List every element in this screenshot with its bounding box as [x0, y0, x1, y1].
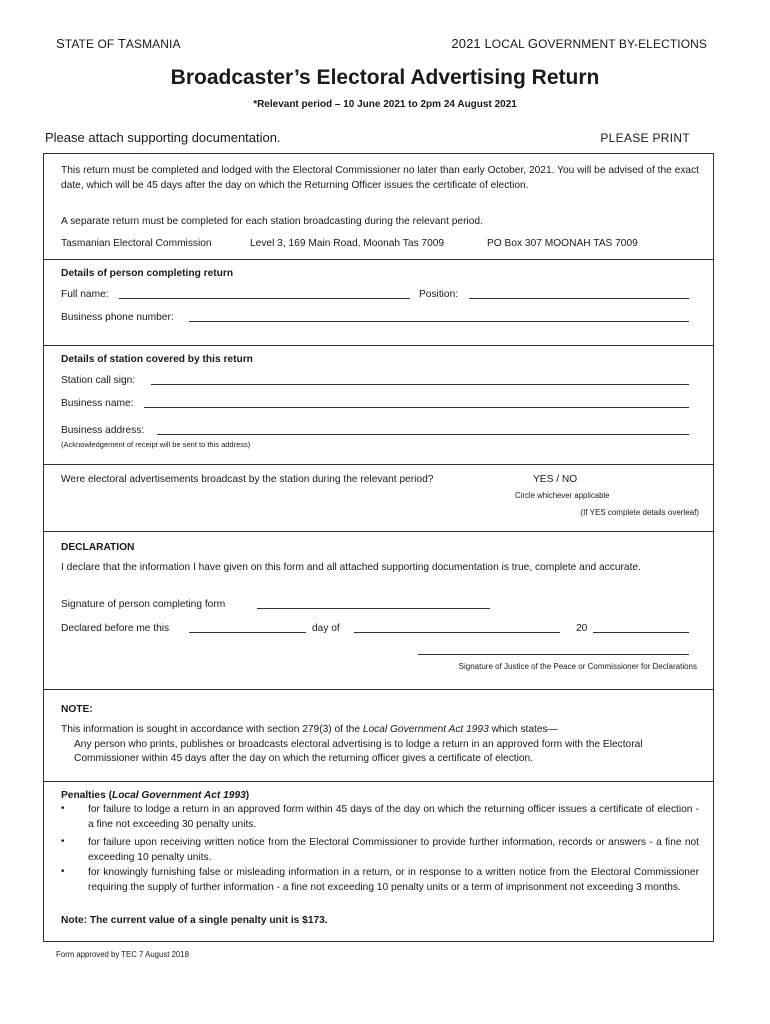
- please-print: PLEASE PRINT: [600, 131, 690, 145]
- penalty-item: for knowingly furnishing false or misleading information in a return, or in response to a written notice from the Electoral Commissioner requiring the supply of further information - a fine not exceeding 10 penalty units or a term of imprisonment not exceeding 3 months.: [88, 867, 699, 893]
- intro-paragraph: This return must be completed and lodged with the Electoral Commissioner no later than early October, 2021. You will be advised of the exact date, which will be 45 days after the day on which the Returning Officer issues the certificate of election.: [61, 165, 699, 191]
- divider: [43, 345, 714, 346]
- if-yes-note: (If YES complete details overleaf): [580, 508, 699, 517]
- commission-name: Tasmanian Electoral Commission: [61, 238, 212, 249]
- station-heading: Details of station covered by this return: [61, 354, 253, 365]
- separate-return-note: A separate return must be completed for each station broadcasting during the relevant period.: [61, 216, 483, 227]
- declared-label: Declared before me this: [61, 623, 170, 634]
- signature-field[interactable]: [257, 599, 490, 609]
- divider: [43, 531, 714, 532]
- penalties-heading: Penalties (Local Government Act 1993): [61, 790, 250, 801]
- form-approval-footer: Form approved by TEC 7 August 2018: [56, 950, 189, 959]
- bullet-icon: •: [61, 866, 65, 877]
- note-quote: Any person who prints, publishes or broadcasts electoral advertising is to lodge a return in an approved form with the Electoral Commissioner within 45 days after the day on which the returning officer gives a certificate of election.: [74, 739, 643, 764]
- page-title: Broadcaster’s Electoral Advertising Return: [170, 66, 600, 89]
- attach-note: Please attach supporting documentation.: [45, 130, 281, 145]
- divider: [43, 689, 714, 690]
- full-name-label: Full name:: [61, 289, 109, 300]
- commission-pobox: PO Box 307 MOONAH TAS 7009: [487, 238, 638, 249]
- position-label: Position:: [419, 289, 459, 300]
- declared-year-field[interactable]: [593, 623, 689, 633]
- bullet-icon: •: [61, 803, 65, 814]
- business-address-field[interactable]: [157, 425, 689, 435]
- position-field[interactable]: [469, 289, 689, 299]
- call-sign-label: Station call sign:: [61, 375, 136, 386]
- commission-address: Level 3, 169 Main Road, Moonah Tas 7009: [250, 238, 445, 249]
- circle-note: Circle whichever applicable: [515, 491, 610, 500]
- penalty-item: for failure to lodge a return in an approved form within 45 days of the day on which the returning officer issues a certificate of election - a fine not exceeding 30 penalty units.: [88, 804, 699, 830]
- note-heading: NOTE:: [61, 704, 93, 715]
- note-text: This information is sought in accordance with section 279(3) of the Local Government Act 1993 which states—: [61, 724, 558, 735]
- jp-signature-label: Signature of Justice of the Peace or Commissioner for Declarations: [458, 662, 697, 671]
- penalty-unit-note: Note: The current value of a single penalty unit is $173.: [61, 915, 328, 926]
- phone-label: Business phone number:: [61, 312, 174, 323]
- divider: [43, 464, 714, 465]
- declaration-text: I declare that the information I have given on this form and all attached supporting documentation is true, complete and accurate.: [61, 562, 641, 573]
- declared-month-field[interactable]: [354, 623, 560, 633]
- bullet-icon: •: [61, 836, 65, 847]
- business-address-label: Business address:: [61, 425, 145, 436]
- call-sign-field[interactable]: [151, 375, 689, 385]
- signature-label: Signature of person completing form: [61, 599, 226, 610]
- declaration-heading: DECLARATION: [61, 542, 135, 553]
- divider: [43, 781, 714, 782]
- divider: [43, 259, 714, 260]
- day-of-label: day of: [312, 623, 340, 634]
- full-name-field[interactable]: [119, 289, 410, 299]
- election-header: 2021 LOCAL GOVERNMENT BY-ELECTIONS: [451, 36, 707, 51]
- relevant-period: *Relevant period – 10 June 2021 to 2pm 24 August 2021: [253, 99, 517, 110]
- business-name-field[interactable]: [144, 398, 689, 408]
- business-name-label: Business name:: [61, 398, 134, 409]
- acknowledgement-note: (Acknowledgement of receipt will be sent to this address): [61, 440, 251, 449]
- phone-field[interactable]: [189, 312, 689, 322]
- broadcast-question: Were electoral advertisements broadcast by the station during the relevant period?: [61, 474, 434, 485]
- declared-day-field[interactable]: [189, 623, 306, 633]
- penalty-item: for failure upon receiving written notice from the Electoral Commissioner to provide further information, records or answers - a fine not exceeding 10 penalty units.: [88, 837, 699, 863]
- jp-signature-field[interactable]: [418, 645, 689, 655]
- act-name: Local Government Act 1993: [362, 724, 489, 735]
- yes-no-choice[interactable]: YES / NO: [533, 474, 578, 485]
- person-heading: Details of person completing return: [61, 268, 234, 279]
- state-header: STATE OF TASMANIA: [56, 36, 181, 51]
- year-label: 20: [576, 623, 588, 634]
